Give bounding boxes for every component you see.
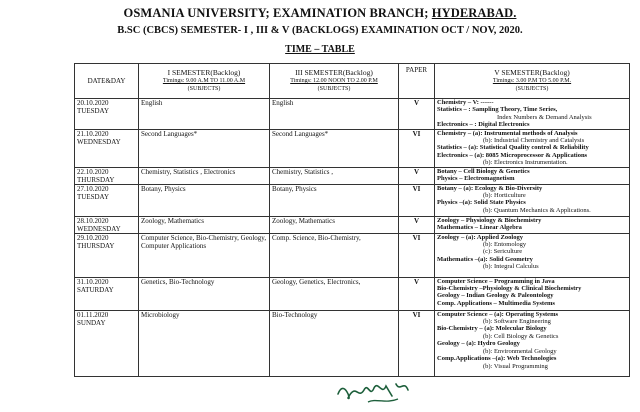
col-header-sem1: [139, 64, 270, 99]
title-main: OSMANIA UNIVERSITY; EXAMINATION BRANCH;: [123, 6, 432, 20]
exam-day: SATURDAY: [77, 285, 114, 294]
paper-cell: V: [399, 216, 435, 233]
sem3-subjects-cell: Bio-Technology: [270, 310, 399, 376]
sem5-subject-line: Bio-Chemistry – (a): Molecular Biology: [437, 325, 547, 333]
sem1-subjects-cell: English: [139, 99, 270, 130]
date-cell: [75, 167, 139, 184]
sem5-subject-line: Statistics – (a): Statistical Quality control & Reliability: [437, 144, 589, 152]
exam-day: THURSDAY: [77, 175, 115, 184]
sem1-subjects-cell: Genetics, Bio-Technology: [139, 277, 270, 310]
sem5-subjects-cell: [435, 129, 630, 167]
sem5-subject-line: (b): Electronics Instrumentation.: [483, 159, 568, 167]
sem5-subject-line: Bio-Chemistry –Physiology & Clinical Biochemistry: [437, 285, 582, 293]
exam-date: 27.10.2020: [77, 184, 109, 193]
table-row: [75, 167, 630, 184]
col-header-sem5: [435, 64, 630, 99]
paper-cell: V: [399, 277, 435, 310]
sem1-subjects-cell: Chemistry, Statistics , Electronics: [139, 167, 270, 184]
sem5-subject-line: (b): Software Engineering: [483, 318, 551, 326]
exam-date: 01.11.2020: [77, 310, 109, 319]
sem3-timing: Timings: 12.00 NOON TO 2.00 P.M: [290, 78, 378, 84]
sem1-subjects-cell: Microbiology: [139, 310, 270, 376]
sem5-subjects-cell: [435, 277, 630, 310]
paper-cell: VI: [399, 310, 435, 376]
table-row: [75, 310, 630, 376]
sem5-subjects-cell: [435, 167, 630, 184]
sem5-subject-line: Mathematics – Linear Algebra: [437, 224, 522, 232]
date-cell: [75, 216, 139, 233]
sem5-subject-line: (b): Integral Calculus: [483, 263, 539, 271]
sem1-subjects-cell: Botany, Physics: [139, 184, 270, 216]
sem5-subject-line: (b): Environmental Geology: [483, 347, 557, 355]
timetable-heading: TIME – TABLE: [285, 44, 355, 55]
sem5-subject-line: Computer Science – (a): Operating Systems: [437, 310, 559, 318]
exam-day: TUESDAY: [77, 192, 110, 201]
sem5-subjects-cell: [435, 216, 630, 233]
sem5-subject-line: Physics – Electromagnetism: [437, 175, 515, 183]
sem5-subject-line: Electronics – (a): 8085 Microprocessor & Applications: [437, 151, 588, 159]
title-city: HYDERABAD.: [431, 6, 517, 20]
exam-day: WEDNESDAY: [77, 137, 121, 146]
sem5-subjects-cell: [435, 99, 630, 130]
document-title: [0, 6, 640, 21]
sem5-subject-line: (b): Cell Biology & Genetics: [483, 332, 559, 340]
sem5-subjects-cell: [435, 184, 630, 216]
paper-cell: VI: [399, 129, 435, 167]
paper-cell: V: [399, 167, 435, 184]
sem3-subjects-label: (SUBJECTS): [317, 86, 351, 92]
sem5-subject-line: Zoology – (a): Applied Zoology: [437, 233, 523, 241]
sem1-name: I SEMESTER(Backlog): [167, 68, 241, 77]
sem5-subject-line: Comp. Applications – Multimedia Systems: [437, 299, 555, 307]
sem1-subjects-cell: Computer Science, Bio-Chemistry, Geology, Computer Applications: [139, 233, 270, 277]
exam-day: TUESDAY: [77, 107, 110, 115]
col-header-sem3: [270, 64, 399, 99]
exam-subtitle: B.SC (CBCS) SEMESTER- I , III & V (BACKLOGS) EXAMINATION OCT / NOV, 2020.: [117, 25, 523, 36]
sem3-name: III SEMESTER(Backlog): [295, 68, 373, 77]
date-cell: [75, 129, 139, 167]
sem3-subjects-cell: Zoology, Mathematics: [270, 216, 399, 233]
table-row: [75, 184, 630, 216]
sem5-subject-line: (b): Entomology: [483, 241, 527, 249]
sem5-subject-line: (b): Horticulture: [483, 192, 526, 200]
sem5-subject-line: Chemistry – (a): Instrumental methods of Analysis: [437, 129, 578, 137]
paper-cell: VI: [399, 184, 435, 216]
date-header-label: DATE&DAY: [87, 77, 126, 85]
exam-date: 31.10.2020: [77, 277, 109, 286]
table-row: [75, 233, 630, 277]
exam-date: 21.10.2020: [77, 129, 109, 138]
sem5-subject-line: (b): Visual Programming: [483, 362, 548, 370]
sem5-subjects-cell: [435, 233, 630, 277]
sem1-subjects-label: (SUBJECTS): [187, 86, 221, 92]
sem5-subject-line: Statistics – : Sampling Theory, Time Series,: [437, 106, 558, 114]
table-row: [75, 129, 630, 167]
sem3-subjects-cell: English: [270, 99, 399, 130]
sem1-subjects-cell: Second Languages*: [139, 129, 270, 167]
sem5-subject-line: Geology – Indian Geology & Paleontology: [437, 292, 554, 300]
date-cell: [75, 99, 139, 130]
paper-cell: VI: [399, 233, 435, 277]
exam-date: 22.10.2020: [77, 167, 109, 176]
exam-date: 20.10.2020: [77, 99, 109, 107]
sem5-subjects-cell: [435, 310, 630, 376]
col-header-paper: [399, 64, 435, 99]
sem1-subjects-cell: Zoology, Mathematics: [139, 216, 270, 233]
sem5-subjects-label: (SUBJECTS): [515, 86, 549, 92]
sem5-subject-line: (b): Quantum Mechanics & Applications.: [483, 206, 591, 214]
table-row: [75, 277, 630, 310]
sem3-subjects-cell: Second Languages*: [270, 129, 399, 167]
exam-date: 29.10.2020: [77, 233, 109, 242]
exam-day: THURSDAY: [77, 241, 115, 250]
sem5-subject-line: Chemistry – V: ------: [437, 99, 494, 106]
sem5-subject-line: (c): Sericulture: [483, 248, 523, 256]
signature-image: [334, 372, 414, 408]
date-cell: [75, 310, 139, 376]
sem5-subject-line: Geology – (a): Hydro Geology: [437, 340, 520, 348]
sem3-subjects-cell: Botany, Physics: [270, 184, 399, 216]
date-cell: [75, 277, 139, 310]
sem5-subject-line: Botany – Cell Biology & Genetics: [437, 167, 530, 175]
date-cell: [75, 184, 139, 216]
sem3-subjects-cell: Geology, Genetics, Electronics,: [270, 277, 399, 310]
date-cell: [75, 233, 139, 277]
table-row: [75, 216, 630, 233]
sem5-subject-line: Mathematics –(a): Solid Geometry: [437, 255, 533, 263]
sem5-subject-line: Botany – (a): Ecology & Bio-Diversity: [437, 184, 543, 192]
sem5-name: V SEMESTER(Backlog): [494, 68, 570, 77]
sem5-timing: Timings: 3.00 P.M TO 5.00 P.M.: [492, 78, 572, 84]
exam-date: 28.10.2020: [77, 216, 109, 225]
paper-header-label: PAPER: [405, 66, 428, 74]
col-header-date: [75, 64, 139, 99]
sem1-timing: Timings: 9.00 A.M TO 11.00 A.M: [162, 78, 246, 84]
timetable: [74, 63, 630, 377]
exam-day: WEDNESDAY: [77, 224, 121, 233]
header-row: [75, 64, 630, 99]
paper-cell: V: [399, 99, 435, 130]
sem5-subject-line: Electronics – : Digital Electronics: [437, 121, 530, 129]
sem5-subject-line: Index Numbers & Demand Analysis: [497, 113, 592, 121]
sem5-subject-line: (b): Industrial Chemistry and Catalysis: [483, 137, 585, 145]
sem3-subjects-cell: Chemistry, Statistics ,: [270, 167, 399, 184]
exam-day: SUNDAY: [77, 318, 106, 327]
sem5-subject-line: Zoology – Physiology & Biochemistry: [437, 216, 542, 224]
sem3-subjects-cell: Comp. Science, Bio-Chemistry,: [270, 233, 399, 277]
table-row: [75, 99, 630, 130]
sem5-subject-line: Comp.Applications –(a): Web Technologies: [437, 355, 557, 363]
sem5-subject-line: Computer Science – Programming in Java: [437, 277, 555, 285]
sem5-subject-line: Physics –(a): Solid State Physics: [437, 199, 526, 207]
